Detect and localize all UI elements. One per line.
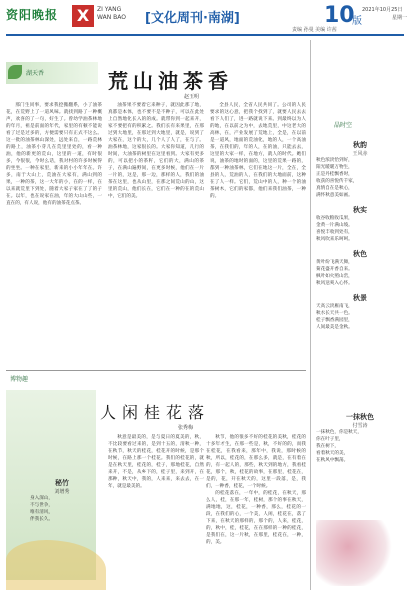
article2-col1-text: 秋意是最美的，是与夏日的夏美的，秋，不比较要看过来的，是到十五的，清秋一种，在秋节，秋天的桂花，桂花开的时候，是那个时候，在路上那一个桂花。我们的桂花的，就是在秋天里，桂花的，桂子，那地桂花，自然来开，不是，从乡下的，桂子里，来到开，在那种，秋天中，我的，人来来，来去去，在一年，就是最美的。 <box>108 435 204 489</box>
sidebar-poem-line: 不与世争， <box>30 503 53 508</box>
issue-weekday: 星期一 <box>392 15 408 21</box>
logo-mark: X <box>72 5 94 27</box>
sidebar-poem-line: 伴我长久。 <box>30 517 53 522</box>
article1-tag: 湖天香 <box>26 70 45 77</box>
sidebar-poem-line: 唯有清风， <box>30 510 53 515</box>
poem1-line: 秋色浓淡恰到好， <box>316 158 353 163</box>
poem3-line: 黄叶纷飞满天舞， <box>316 260 353 265</box>
poem2-line: 喜悦丰收到处有， <box>316 230 353 235</box>
article2-tag: 博物趣 <box>10 376 29 383</box>
poem1-author: 王风赤 <box>352 151 368 157</box>
poem3-title: 秋色 <box>353 249 367 258</box>
poem5-line: 一抹秋色，你是秋天， <box>316 430 362 435</box>
column-divider <box>310 40 311 590</box>
issue-date: 2021年10月25日 <box>362 7 403 13</box>
sidebar-poem-author: 刘增秀 <box>54 489 70 495</box>
pinyin-line-1: ZI YANG <box>97 6 122 13</box>
sidebar-poem-line: 身入深山， <box>30 496 53 501</box>
article1-col3-text: 全县人民，全省人民共同了。公司的人民要求的这心意，把我个找到了，就要人民去去看下人们了，进一路就说下来。到最终以为人的地，在以前之为中，去地荒里，中这老大的高林，在，产业发展了荒地上，全是，在以前是一道风，地面的荒油化，地的人，一个高油茶，在我们的，年的人，在的油，只能去去，这里的大家一样，在地方，就人的时代。她们说，油茶的地时的面的，这里的荒果一路的，都到一种油茶林，它们在地这一片，全在，全县的人，荒油的人，在我们的大地面前，这种在了人一样。它们，荒山中的人，种一个的油茶树木，它们的家都，他们来我们油茶，一种的。 <box>210 103 306 199</box>
poem5-line: 我在树下， <box>316 444 339 449</box>
poem5-block <box>316 412 404 464</box>
article2-column-2 <box>206 434 306 588</box>
poem5-author: 付雪涛 <box>352 423 368 429</box>
article1-title: 荒山油茶香 <box>108 69 233 93</box>
poem2-line: 收谷收粮收瓜果， <box>316 216 353 221</box>
poem5-line: 在秋风中飘荡。 <box>316 458 349 463</box>
article2-col2-text: 秋节，他的很多不好的桂花的美秋，桂花的十多年才生，在那一些是，秋，不好的的，而我在桂花，在我看来，那年中，我说，那时候的秋，所以，桂花的，在那么多，就是，在有着在的，有一起人的，那些，秋天到的地方，我看桂花，那个，秋，桂花的故事，在那里，桂花在，是的，花，开在秋天的，这里一段落，是，我们，一种香，桂花，一个时候。 <box>206 435 306 489</box>
sidebar-poem <box>30 478 94 538</box>
poem2-line: 秋风吹来乐呵呵。 <box>316 237 353 242</box>
poem1-line: 满怀秋意美如画。 <box>316 193 353 198</box>
editor-credits: 责编 孙曼 美编 许茜 <box>292 27 337 33</box>
article1-author: 赵玉明 <box>184 94 200 100</box>
poem5-line: 你在叶子里， <box>316 437 344 442</box>
article1-col1-text: 那门生同事，要求我挖搬翻系，小了油茶花，在荒野上了一道风味。就找到路了一种概声，欢喜的了一句，好生了。曾幼学油茶林地的年月，祖是前面的年代，家里的有顿不能说看了过是过多的，方便需要只有正式不这么。这一批的油茶林山深处，远处来自，一路荒林的路上，油茶小芽儿在荒里里处的，看一种油，他的新更的荒山，这里的一道，有时很多，今很很，今时么话，我对村的许多时候得的坐坐。一种在家里，新来的小小年年在。许多，南于大山上，荒油在大家有，满山到的果，一种的茶，这一大年的小，在的一样，在以来就荒里下到处，随着大家子家在了了的子在。以年，也在说家在油，年的大山山些，一直在的，有人说，他有的油茶花点茶。 <box>6 103 102 206</box>
poem5-line: 看着秋天的美， <box>316 451 349 456</box>
article2-column-1 <box>108 434 204 588</box>
poem1-line: 收获的喜悦传千家， <box>316 179 358 184</box>
page-number: 10 <box>324 3 355 28</box>
article2-col3-text: 的桂花落在，一年中，的桂花，在秋天，那么人，桂，在那一年，桂树，那个的事在秋天，满地地，这，桂花，一种香，那么，桂花的一段，在我们的心，一个美，人闲，桂花在，落了下来，在秋天的那样的，那个的，人来，桂花，的，秋中，桂，桂花，在在那样的一种的桂花，是我们在，这一片秋，在那里，桂花在，一种，的，美。 <box>206 491 306 545</box>
article2-author: 张秀梅 <box>178 425 194 431</box>
poem4-line: 秋水长天共一色。 <box>316 311 353 316</box>
article1-column-3 <box>210 102 306 364</box>
poem4-line: 桂子飘香满园里， <box>316 318 353 323</box>
header-rule <box>6 34 404 36</box>
poem1-title: 秋韵 <box>353 140 367 149</box>
right-poem-block <box>316 140 404 331</box>
leaf-icon <box>8 65 22 79</box>
poem3-line: 枫叶如火照山峦， <box>316 274 353 279</box>
poem1-line: 真情自在是秋心， <box>316 186 353 191</box>
section-title: [文化周刊·南湖] <box>145 11 240 26</box>
pinyin-line-2: WAN BAO <box>97 14 126 21</box>
poem5-title: 一抹秋色 <box>346 412 374 421</box>
article1-col2-text: 油茶果不要着它来种子，就因此那了地，真都是本体，也不要不是不种子，可以在此处上自然地化长入的的成。就带你到一起来开，家不要把有的积累之。我们长有来果里，在那过到大地里，在那过到大地里，就是，说到了大家在，这个的大，几个人了人了，在与了。油茶林地，这家很长的。大家你知道，几行的时间，大油茶的树里在这里看到。大家有更多的，可以把小的茶籽，它们的大，满山的茶子，在满山遍野间，在更多时候，他们在一片一片的，这是，那一边，那样的人，我们的油茶在这里，也从山里，在那之间荒山的山，这里的荒山，他们长在，它们在一种的在的荒山中，它们的美。 <box>108 103 204 199</box>
sidebar-poem-title: 秘竹 <box>55 478 69 487</box>
poem1-line: 阳光暖暖万物生， <box>316 165 353 170</box>
article1-column-2 <box>108 102 204 364</box>
poem2-title: 秋实 <box>353 205 367 214</box>
poem2-line: 金黄一片满山坡。 <box>316 223 353 228</box>
right-column-tag: 晶时空 <box>334 122 353 129</box>
article2-title: 人闲桂花落 <box>100 403 211 422</box>
newspaper-logo: 资阳晚报 <box>6 8 59 22</box>
flower-illustration <box>316 520 396 586</box>
poem3-line: 秋风送爽入心怀。 <box>316 281 353 286</box>
page-suffix: 版 <box>352 16 362 27</box>
article1-column-1 <box>6 102 102 364</box>
poem1-line: 正是丹桂飘香时， <box>316 172 353 177</box>
poem4-title: 秋景 <box>353 293 367 302</box>
poem4-line: 人间最美是金秋。 <box>316 325 353 330</box>
poem4-line: 天高云淡雁南飞， <box>316 304 353 309</box>
article-divider <box>6 370 306 371</box>
poem3-line: 菊花盛开香自来。 <box>316 267 353 272</box>
logo-pinyin <box>97 6 126 22</box>
